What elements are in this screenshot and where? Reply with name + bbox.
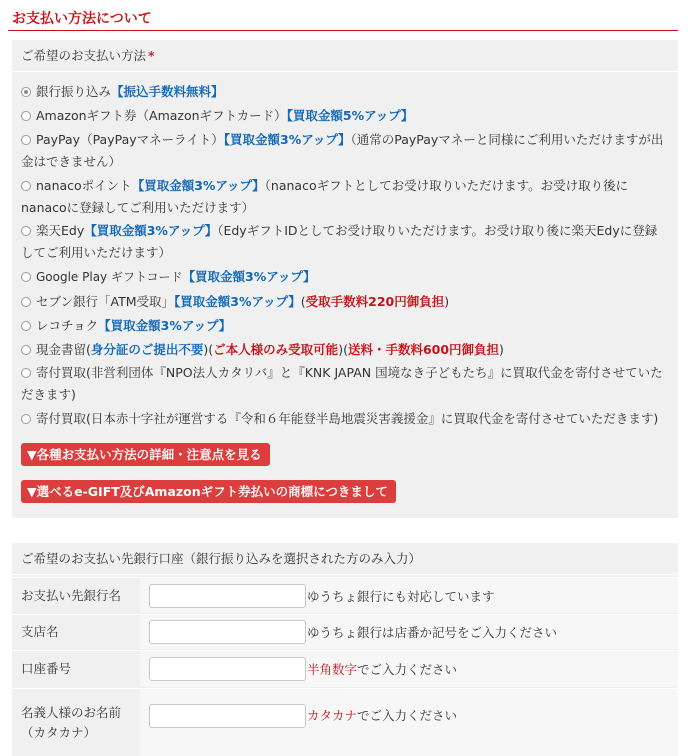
payment-option-donation-npo[interactable] [21, 362, 668, 406]
account-holder-input[interactable] [149, 704, 306, 728]
branch-name-hint [307, 623, 557, 641]
option-text-part: 【買取金額5%アップ】 [286, 108, 414, 123]
option-text-part: 受取手数料220円御負担 [305, 294, 445, 309]
hint-text: ゆうちょ銀行にも対応しています [307, 588, 495, 604]
option-text-part: 【買取金額3%アップ】 [223, 132, 351, 147]
option-text-part: 【買取金額3%アップ】 [182, 269, 316, 284]
account-number-label: 口座番号 [12, 651, 140, 687]
option-text-part: セブン銀行「ATM受取」 [36, 294, 175, 309]
payment-option-label [21, 365, 663, 402]
bank-name-label: お支払い先銀行名 [12, 578, 140, 613]
account-holder-label [12, 689, 140, 756]
option-text-part: 寄付買取(日本赤十字社が運営する『令和６年能登半島地震災害義援金』に買取代金を寄付させていただきます) [36, 411, 659, 426]
required-mark: * [148, 48, 155, 63]
hint-text: でご入力ください [357, 708, 458, 723]
account-holder-label-text: 名義人様のお名前（カタカナ） [21, 704, 122, 740]
radio-button[interactable] [21, 368, 31, 378]
payment-option-registered-mail[interactable] [21, 339, 668, 361]
payment-option-seven-bank[interactable] [21, 291, 668, 313]
option-text-part: 身分証のご提出不要 [90, 342, 204, 357]
option-text-part: （nanacoギフトとしてお受け取りいただけます。お受け取り後にnanacoに登録してご利用いただけます） [21, 178, 629, 215]
option-text-part: )( [203, 342, 214, 357]
payment-option-label [36, 269, 315, 284]
branch-name-input[interactable] [149, 620, 306, 644]
option-text-part: 【買取金額3%アップ】 [174, 294, 301, 309]
option-text-part: nanacoポイント [36, 178, 132, 193]
payment-option-recochoku[interactable] [21, 315, 668, 337]
radio-button[interactable] [21, 414, 31, 424]
option-text-part: 【買取金額3%アップ】 [98, 318, 232, 333]
payment-option-label [36, 294, 449, 309]
option-text-part: （通常のPayPayマネーと同様にご利用いただけますが出金はできません） [21, 132, 664, 169]
payment-method-heading-label: ご希望のお支払い方法 [21, 48, 147, 63]
option-text-part: ご本人様のみ受取可能 [213, 342, 339, 357]
option-text-part: 送料・手数料600円御負担 [347, 342, 500, 357]
payment-option-paypay[interactable] [21, 129, 668, 173]
branch-name-label: 支店名 [12, 615, 140, 649]
bank-account-heading: ご希望のお支払い先銀行口座（銀行振り込みを選択された方のみ入力） [12, 543, 678, 575]
title-divider [8, 30, 678, 31]
option-text-part: 【買取金額3%アップ】 [131, 178, 265, 193]
radio-button[interactable] [21, 226, 31, 236]
payment-option-nanaco[interactable] [21, 175, 668, 219]
radio-button[interactable] [21, 297, 31, 307]
bank-name-hint [307, 587, 495, 605]
hint-text: ゆうちょ銀行は店番か記号をご入力ください [307, 625, 558, 640]
radio-button[interactable] [21, 272, 31, 282]
option-text-part: 寄付買取(非営利団体『NPO法人カタリバ』と『KNK JAPAN 国境なき子どもたち』に買取代金を寄付させていただきます) [21, 365, 663, 402]
payment-details-button[interactable]: ▼各種お支払い方法の詳細・注意点を見る [21, 443, 270, 466]
option-text-part: 【振込手数料無料】 [111, 84, 224, 99]
radio-button[interactable] [21, 111, 31, 121]
page-title: お支払い方法について [12, 11, 152, 27]
payment-option-label [36, 84, 224, 99]
option-text-part: 現金書留( [36, 342, 91, 357]
radio-button[interactable] [21, 345, 31, 355]
radio-button[interactable] [21, 87, 31, 97]
option-text-part: Amazonギフト券（Amazonギフトカード） [36, 108, 287, 123]
payment-option-label [36, 318, 231, 333]
option-text-part: 銀行振り込み [36, 84, 112, 99]
account-holder-row [12, 688, 678, 756]
payment-option-label [21, 223, 657, 260]
payment-option-google-play[interactable] [21, 266, 668, 288]
radio-button[interactable] [21, 135, 31, 145]
hint-text: でご入力ください [357, 662, 458, 677]
account-holder-hint [307, 704, 457, 728]
radio-button[interactable] [21, 181, 31, 191]
bank-name-row [12, 577, 678, 613]
option-text-part: 楽天Edy [36, 223, 85, 238]
hint-emphasis: 半角数字 [307, 662, 358, 677]
option-text-part: ( [300, 294, 306, 309]
payment-option-bank-transfer[interactable] [21, 81, 668, 103]
option-text-part: （EdyギフトIDとしてお受け取りいただけます。お受け取り後に楽天Edyに登録してご利用いただけます） [21, 223, 658, 260]
payment-option-label [21, 178, 628, 215]
trademark-notice-button[interactable]: ▼選べるe-GIFT及びAmazonギフト券払いの商標につきまして [21, 480, 396, 503]
option-text-part: )( [338, 342, 348, 357]
radio-button[interactable] [21, 321, 31, 331]
option-text-part: Google Play ギフトコード [36, 270, 183, 284]
option-text-part: 【買取金額3%アップ】 [84, 223, 218, 238]
payment-method-panel [12, 40, 678, 518]
payment-option-label [36, 342, 504, 357]
payment-option-amazon[interactable] [21, 105, 668, 127]
payment-option-donation-red-cross[interactable] [21, 408, 668, 430]
payment-option-rakuten-edy[interactable] [21, 220, 668, 264]
option-text-part: レコチョク [36, 318, 99, 333]
branch-name-row [12, 614, 678, 649]
account-number-hint [307, 660, 457, 678]
payment-option-label [36, 411, 658, 426]
payment-method-heading [12, 40, 678, 72]
option-text-part: ) [444, 294, 450, 309]
account-number-row [12, 650, 678, 687]
option-text-part: PayPay（PayPayマネーライト） [36, 132, 224, 147]
payment-option-label [36, 108, 413, 123]
account-number-input[interactable] [149, 657, 306, 681]
option-text-part: ) [499, 342, 504, 357]
hint-emphasis: カタカナ [307, 708, 358, 723]
bank-name-input[interactable] [149, 584, 306, 608]
payment-option-label [21, 132, 663, 169]
bank-account-panel [12, 543, 678, 756]
